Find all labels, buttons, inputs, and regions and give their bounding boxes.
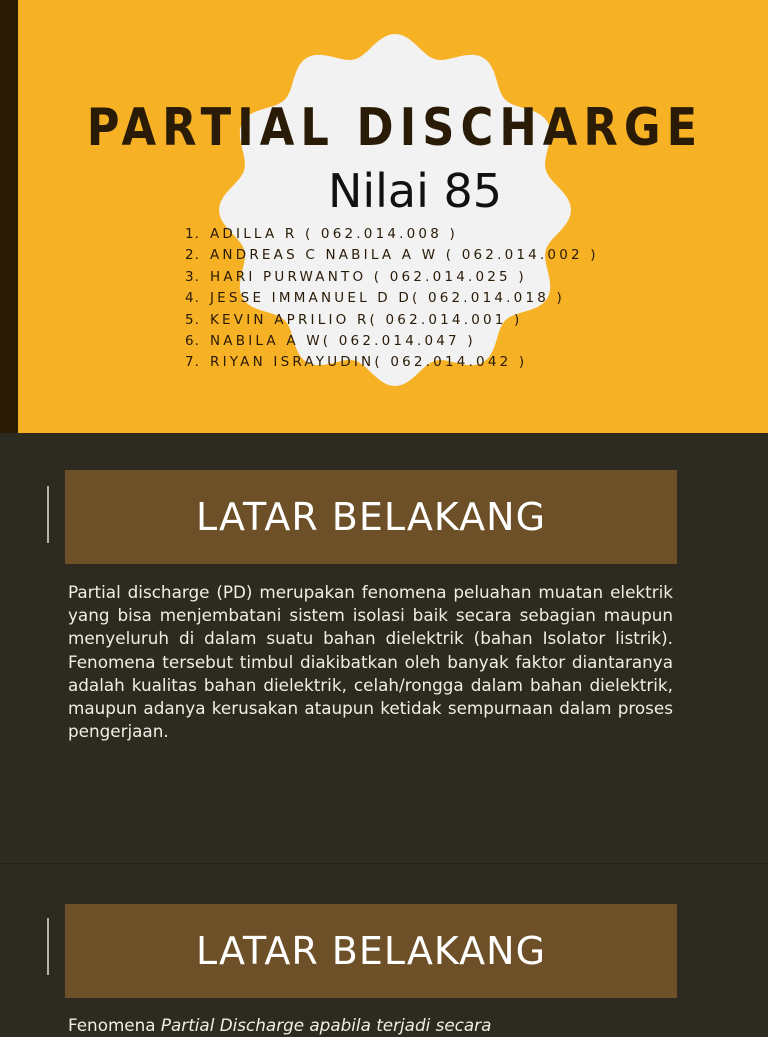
presentation-title: PARTIAL DISCHARGE: [86, 98, 704, 158]
accent-line: [47, 918, 49, 975]
member-list: [185, 224, 599, 374]
content-slide-2: [0, 863, 768, 1035]
member-item: 3. HARI PURWANTO ( 062.014.025 ): [185, 268, 527, 285]
section-header-box: [65, 904, 677, 998]
body-paragraph: Fenomena Partial Discharge apabila terjadi secara: [68, 1015, 492, 1035]
section-heading: LATAR BELAKANG: [195, 495, 547, 539]
body-paragraph: Partial discharge (PD) merupakan fenomena peluahan muatan elektrik yang bisa menjembatani sistem isolasi baik secara sebagian maupun menyeluruh di dalam suatu bahan dielektrik (bahan Isolator listrik). Fenomena tersebut timbul diakibatkan oleh banyak faktor diantaranya adalah kualitas bahan dielektrik, celah/rongga dalam bahan dielektrik, maupun adanya kerusakan ataupun ketidak sempurnaan dalam proses pengerjaan.: [68, 582, 673, 742]
member-item: 5. KEVIN APRILIO R( 062.014.001 ): [185, 311, 523, 328]
member-item: 7. RIYAN ISRAYUDIN( 062.014.042 ): [185, 354, 528, 371]
member-item: 6. NABILA A W( 062.014.047 ): [185, 332, 476, 349]
member-item: 1. ADILLA R ( 062.014.008 ): [185, 226, 458, 242]
member-item: 2. ANDREAS C NABILA A W ( 062.014.002 ): [185, 247, 599, 264]
section-heading: LATAR BELAKANG: [195, 929, 547, 973]
side-accent-bar: [0, 0, 18, 433]
section-header-box: [65, 470, 677, 564]
accent-line: [47, 486, 49, 543]
member-item: 4. JESSE IMMANUEL D D( 062.014.018 ): [185, 290, 565, 307]
content-slide-1: [0, 433, 768, 863]
title-slide: [0, 0, 768, 433]
presentation-subtitle: Nilai 85: [327, 164, 503, 218]
